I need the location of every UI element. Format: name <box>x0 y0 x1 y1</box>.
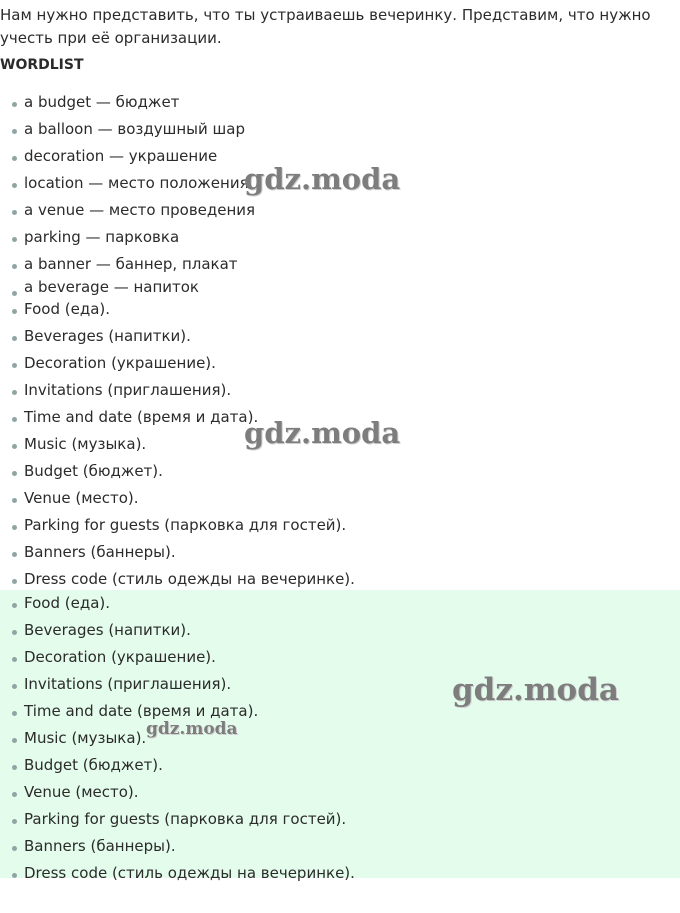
wordlist-item: a budget — бюджет <box>0 89 255 116</box>
watermark: gdz.moda <box>146 719 238 739</box>
wordlist-item: decoration — украшение <box>0 143 255 170</box>
intro-text: Нам нужно представить, что ты устраиваешь вечеринку. Представим, что нужно учесть при её организации. <box>0 6 651 47</box>
plan-item: Beverages (напитки). <box>0 323 355 350</box>
plan-item: Venue (место). <box>0 485 355 512</box>
answer-block <box>0 590 680 882</box>
answer-item: Invitations (приглашения). <box>0 671 355 698</box>
watermark: gdz.moda <box>452 672 619 708</box>
answer-item: Decoration (украшение). <box>0 644 355 671</box>
answer-item: Venue (место). <box>0 779 355 806</box>
answer-item: Food (еда). <box>0 590 355 617</box>
plan-item: Invitations (приглашения). <box>0 377 355 404</box>
answer-item: Time and date (время и дата). <box>0 698 355 725</box>
wordlist-item: a banner — баннер, плакат <box>0 251 255 278</box>
wordlist-item: a venue — место проведения <box>0 197 255 224</box>
wordlist-item: parking — парковка <box>0 224 255 251</box>
watermark: gdz.moda <box>244 162 401 196</box>
plan-item: Dress code (стиль одежды на вечеринке). <box>0 566 355 593</box>
answer-item: Beverages (напитки). <box>0 617 355 644</box>
plan-item: Food (еда). <box>0 296 355 323</box>
answer-item: Banners (баннеры). <box>0 833 355 860</box>
wordlist-heading: WORDLIST <box>0 57 84 73</box>
answer-item: Music (музыка). <box>0 725 355 752</box>
plan-item: Banners (баннеры). <box>0 539 355 566</box>
plan-item: Time and date (время и дата). <box>0 404 355 431</box>
answer-item: Parking for guests (парковка для гостей). <box>0 806 355 833</box>
watermark: gdz.moda <box>244 416 401 450</box>
wordlist-item: a balloon — воздушный шар <box>0 116 255 143</box>
answer-item: Budget (бюджет). <box>0 752 355 779</box>
plan-item: Decoration (украшение). <box>0 350 355 377</box>
wordlist-item: a beverage — напиток <box>0 278 255 297</box>
answer-item: Dress code (стиль одежды на вечеринке). <box>0 860 355 887</box>
wordlist-item: location — место положения <box>0 170 255 197</box>
plan-item: Parking for guests (парковка для гостей). <box>0 512 355 539</box>
plan-item: Budget (бюджет). <box>0 458 355 485</box>
wordlist <box>0 89 255 297</box>
plan-item: Music (музыка). <box>0 431 355 458</box>
